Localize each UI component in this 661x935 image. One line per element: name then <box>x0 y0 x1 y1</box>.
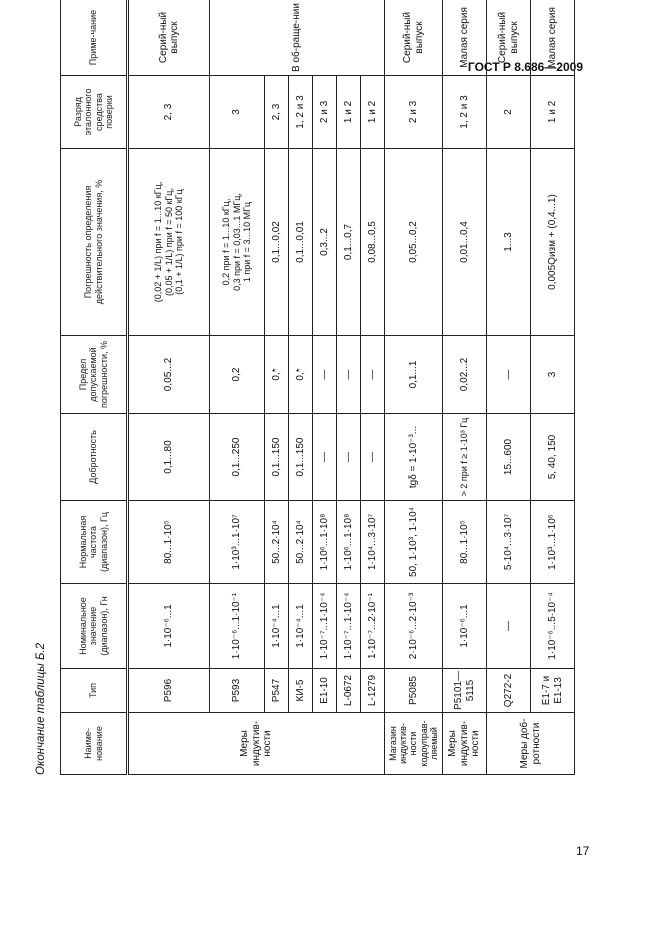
q-cell: 5, 40, 150 <box>531 414 575 501</box>
table-row <box>487 0 531 775</box>
accuracy-cell <box>128 149 210 336</box>
col-header-frequency: Нормальная частота (диапазон), Гц <box>61 501 128 584</box>
name-cell: Меры индуктив-ности <box>443 713 487 775</box>
accuracy-cell: 0,1...0,7 <box>337 149 361 336</box>
nominal-cell: 1·10⁻⁴...1 <box>265 584 289 669</box>
name-cell: Магазин индуктив-ности кодоуправ-ляемый <box>385 713 443 775</box>
accuracy-line: (0,02 + 1/L) при f = 1...10 кГц, <box>153 181 164 303</box>
note-cell: Серий-ный выпуск <box>385 0 443 76</box>
type-cell: L-0672 <box>337 669 361 713</box>
frequency-cell: 50...2·10⁴ <box>265 501 289 584</box>
note-cell: Серий-ный выпуск <box>128 0 210 76</box>
rank-cell: 2, 3 <box>265 76 289 149</box>
frequency-cell: 1·10³...1·10⁷ <box>210 501 265 584</box>
accuracy-line: 0,2 при f = 1...10 кГц, <box>221 198 232 286</box>
nominal-cell: — <box>487 584 531 669</box>
accuracy-cell: 0,08...0,5 <box>361 149 385 336</box>
limit-cell: 3 <box>531 336 575 414</box>
rank-cell: 1 и 2 <box>531 76 575 149</box>
nominal-cell: 1·10⁻⁶...1 <box>128 584 210 669</box>
col-header-type: Тип <box>61 669 128 713</box>
type-cell: E1-10 <box>313 669 337 713</box>
type-cell: E1-7 и E1-13 <box>531 669 575 713</box>
frequency-cell: 1·10⁴...3·10⁷ <box>361 501 385 584</box>
nominal-cell: 1·10⁻⁶...1·10⁻¹ <box>210 584 265 669</box>
table-row <box>385 0 443 775</box>
q-cell: — <box>361 414 385 501</box>
note-cell: Серий-ный выпуск <box>487 0 531 76</box>
limit-cell: 0,05...2 <box>128 336 210 414</box>
type-cell: P593 <box>210 669 265 713</box>
limit-cell: 0,2 <box>210 336 265 414</box>
nominal-cell: 1·10⁻⁷...2·10⁻¹ <box>361 584 385 669</box>
accuracy-line: 0,3 при f = 0,03...1 МГц, <box>231 193 242 291</box>
rank-cell: 3 <box>210 76 265 149</box>
col-header-name: Наиме-нование <box>61 713 128 775</box>
frequency-cell: 5·10⁴...3·10⁷ <box>487 501 531 584</box>
frequency-cell: 80...1·10⁵ <box>128 501 210 584</box>
q-cell: — <box>313 414 337 501</box>
q-cell: 0,1...150 <box>265 414 289 501</box>
rank-cell: 1 и 2 <box>361 76 385 149</box>
nominal-cell: 2·10⁻⁶...2·10⁻³ <box>385 584 443 669</box>
limit-cell: — <box>337 336 361 414</box>
limit-cell: 0,* <box>265 336 289 414</box>
limit-cell: — <box>313 336 337 414</box>
frequency-cell: 1·10⁶...1·10⁸ <box>313 501 337 584</box>
note-cell: Малая серия <box>531 0 575 76</box>
type-cell: Q272-2 <box>487 669 531 713</box>
type-cell: P5085 <box>385 669 443 713</box>
accuracy-cell <box>210 149 265 336</box>
accuracy-cell: 0,05...0,2 <box>385 149 443 336</box>
nominal-cell: 1·10⁻⁶...5·10⁻⁴ <box>531 584 575 669</box>
type-cell: P596 <box>128 669 210 713</box>
frequency-cell: 50, 1·10³, 1·10⁴ <box>385 501 443 584</box>
q-cell: 0,1...250 <box>210 414 265 501</box>
rotated-table-area <box>35 0 570 775</box>
accuracy-line: 1 при f = 3...10 МГц <box>242 201 253 283</box>
frequency-cell: 1·10³...1·10⁶ <box>531 501 575 584</box>
table-row <box>443 0 487 775</box>
col-header-rank: Разряд эталонного средства поверки <box>61 76 128 149</box>
nominal-cell: 1·10⁻⁷...1·10⁻⁴ <box>337 584 361 669</box>
data-table <box>60 0 575 775</box>
accuracy-cell: 0,1...0,02 <box>265 149 289 336</box>
q-cell: tgδ = 1·10⁻³... <box>385 414 443 501</box>
nominal-cell: 1·10⁻⁴...1 <box>289 584 313 669</box>
accuracy-cell: 0,3...2 <box>313 149 337 336</box>
note-cell: Малая серия <box>443 0 487 76</box>
q-cell: 0,1...150 <box>289 414 313 501</box>
accuracy-cell: 0,005Qизм + (0,4...1) <box>531 149 575 336</box>
accuracy-line: (0,05 + 1/L) при f = 50 кГц, <box>163 188 174 296</box>
frequency-cell: 80...1·10⁵ <box>443 501 487 584</box>
nominal-cell: 1·10⁻⁶...1 <box>443 584 487 669</box>
accuracy-line: (0,1 + 1/L) при f = 100 кГц <box>174 189 185 295</box>
col-header-nominal: Номинальное значение (диапазон), Гн <box>61 584 128 669</box>
type-cell: P5101—5115 <box>443 669 487 713</box>
q-cell: > 2 при f ≥ 1·10³ Гц <box>443 414 487 501</box>
col-header-q: Добротность <box>61 414 128 501</box>
col-header-limit: Предел допускаемой погрешности, % <box>61 336 128 414</box>
rank-cell: 2 и 3 <box>313 76 337 149</box>
accuracy-cell: 0,1...0,01 <box>289 149 313 336</box>
rank-cell: 1, 2 и 3 <box>289 76 313 149</box>
limit-cell: — <box>487 336 531 414</box>
table-row <box>337 0 361 775</box>
table-row <box>265 0 289 775</box>
table-caption: Окончание таблицы Б.2 <box>35 642 47 775</box>
col-header-note: Приме-чание <box>61 0 128 76</box>
note-cell: В об-раще-нии <box>210 0 385 76</box>
table-header-row <box>61 0 128 775</box>
limit-cell: 0,* <box>289 336 313 414</box>
limit-cell: — <box>361 336 385 414</box>
rank-cell: 2 <box>487 76 531 149</box>
rank-cell: 1, 2 и 3 <box>443 76 487 149</box>
table-row <box>531 0 575 775</box>
accuracy-cell: 0,01...0,4 <box>443 149 487 336</box>
frequency-cell: 50...2·10⁴ <box>289 501 313 584</box>
page-number: 17 <box>576 844 590 858</box>
type-cell: L-1279 <box>361 669 385 713</box>
type-cell: КИ-5 <box>289 669 313 713</box>
table-row <box>289 0 313 775</box>
rank-cell: 2 и 3 <box>385 76 443 149</box>
table-row <box>313 0 337 775</box>
document-header: ГОСТ Р 8.686—2009 <box>467 60 583 74</box>
type-cell: P547 <box>265 669 289 713</box>
q-cell: 0,1...80 <box>128 414 210 501</box>
table-row <box>361 0 385 775</box>
limit-cell: 0,1...1 <box>385 336 443 414</box>
limit-cell: 0,02...2 <box>443 336 487 414</box>
q-cell: — <box>337 414 361 501</box>
q-cell: 15...600 <box>487 414 531 501</box>
table-row <box>210 0 265 775</box>
table-row <box>128 0 210 775</box>
rank-cell: 1 и 2 <box>337 76 361 149</box>
col-header-accuracy: Погрешность определения действительного значения, % <box>61 149 128 336</box>
frequency-cell: 1·10⁶...1·10⁸ <box>337 501 361 584</box>
accuracy-cell: 1...3 <box>487 149 531 336</box>
rank-cell: 2, 3 <box>128 76 210 149</box>
name-cell: Меры доб-ротности <box>487 713 575 775</box>
nominal-cell: 1·10⁻⁷...1·10⁻⁴ <box>313 584 337 669</box>
name-cell: Меры индуктив-ности <box>128 713 385 775</box>
